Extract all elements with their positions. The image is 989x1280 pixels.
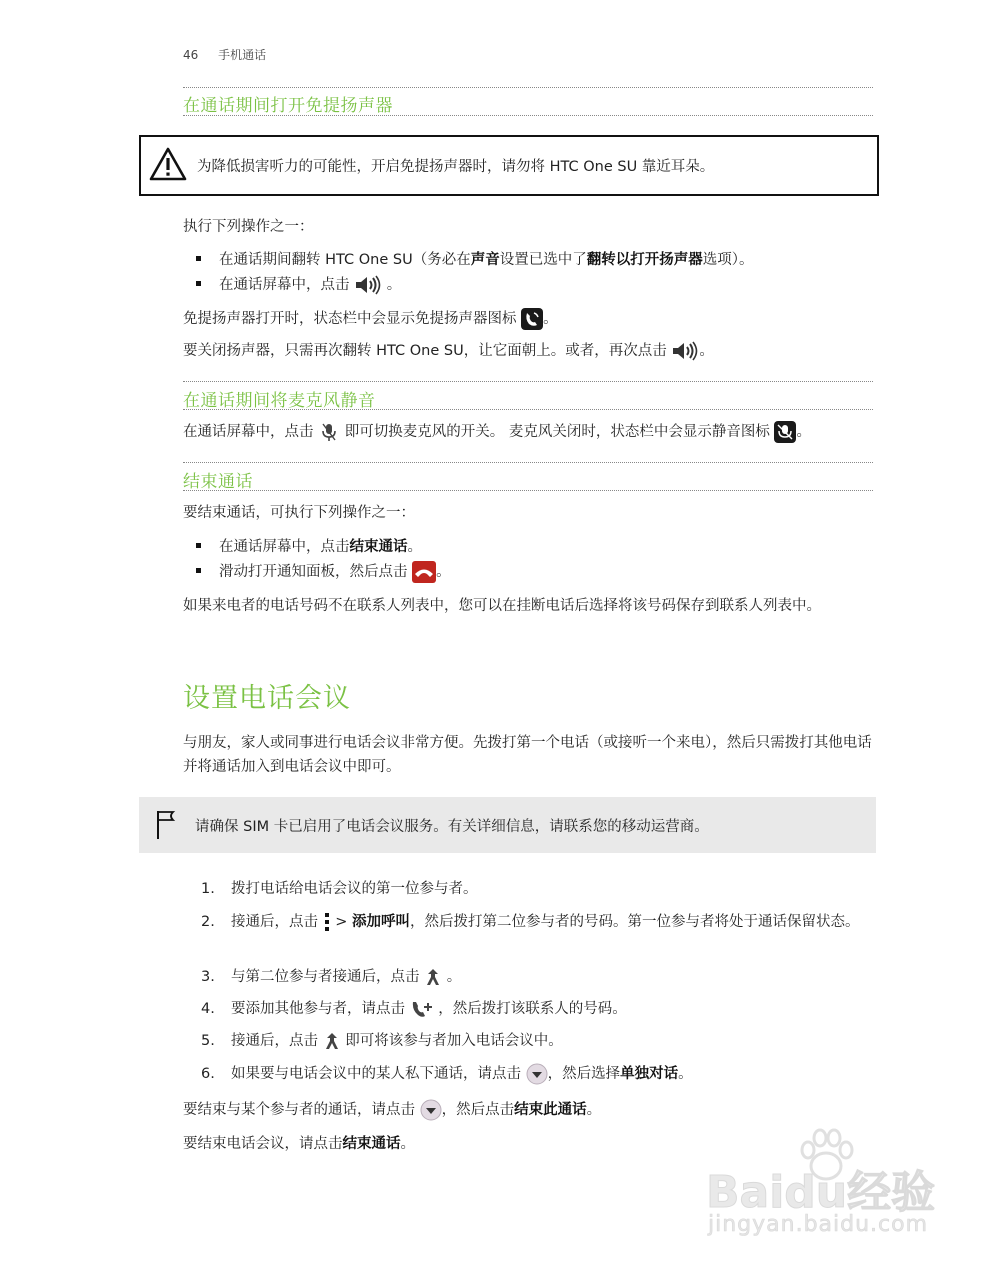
watermark-brand: Baidu经验 (706, 1167, 936, 1218)
add-call-icon (410, 999, 434, 1019)
paragraph: 要结束与某个参与者的通话，请点击 ，然后点击结束此通话。 (183, 1098, 875, 1122)
bullet-item: 在通话屏幕中，点击结束通话。 (196, 535, 422, 556)
merge-call-icon (323, 1031, 341, 1051)
divider (183, 87, 873, 88)
microphone-mute-icon (318, 422, 340, 442)
more-menu-icon (323, 912, 331, 932)
baidu-watermark (700, 1128, 940, 1248)
merge-call-icon (424, 967, 442, 987)
chapter-heading-conference: 设置电话会议 (183, 683, 351, 714)
paragraph: 要关闭扬声器，只需再次翻转 HTC One SU，让它面朝上。或者，再次点击 。 (183, 343, 714, 359)
speakerphone-status-icon (521, 308, 543, 330)
divider (183, 381, 873, 382)
divider (183, 409, 873, 410)
document-page: 46 手机通话 在通话期间打开免提扬声器 为降低损害听力的可能性，开启免提扬声器时，请勿将 HTC One SU 靠近耳朵。 执行下列操作之一： 在通话期间翻转 HTC One SU（务必在声音设置已选中了翻转以打开扬声器选项）。 在通话屏幕中，点击 。 免提扬声器打开时，状态栏中会显示免提扬声器图标 。 要关闭扬声器，只需再次翻转 HTC One SU，让它面朝上。或者，再次点击 。 在通话期间将麦克风静音 在通话屏幕中，点击 即可切换麦克风的开关。 麦克风关闭时，状态栏中会显示静音图标 。 结束通话 要结束通话，可执行下列操作之一： 在通话屏幕中，点击结束通话。 滑动打开通知面板，然后点击 。 如果来电者的电话号码不在联系人列表中，您可以在挂断电话后选择将该号码保存到联系人列表中。 设置电话会议 与朋友，家人或同事进行电话会议非常方便。先拨打第一个电话（或接听一个来电），然后只需拨打其他电话并将通话加入到电话会议中即可。 请确保 SIM 卡已启用了电话会议服务。有关详细信息，请联系您的移动运营商。 1. 拨打电话给电话会议的第一位参与者。 2. 接通后，点击 > 添加呼叫，然后拨打第二位参与者的号码。第一位参与者将处于通话保留状态。 3. 与第二位参与者接通后，点击 。 4. 要添加其他参与者，请点击 ，然后拨打该联系人的号码。 5. 接通后，点击 即可将该参与者加入电话会议中。 6. 如果要与电话会议中的某人私下通话，请点击 ，然后选择单独对话。 要结束与某个参与者的通话，请点击 ，然后点击结束此通话。 要结束电话会议，请点击结束通话。 Baidu经验 jingyan.baidu.com (0, 0, 989, 1280)
watermark-url: jingyan.baidu.com (708, 1212, 929, 1237)
bullet-dot (196, 568, 201, 573)
section-title-mute: 在通话期间将麦克风静音 (183, 391, 376, 411)
paragraph: 免提扬声器打开时，状态栏中会显示免提扬声器图标 。 (183, 307, 875, 331)
end-call-icon (412, 561, 436, 583)
paragraph: 与朋友，家人或同事进行电话会议非常方便。先拨打第一个电话（或接听一个来电），然后只需拨打其他电话并将通话加入到电话会议中即可。 (183, 735, 872, 775)
section-title-speaker: 在通话期间打开免提扬声器 (183, 96, 393, 116)
paragraph: 在通话屏幕中，点击 即可切换麦克风的开关。 麦克风关闭时，状态栏中会显示静音图标 。 (183, 420, 875, 444)
dropdown-icon (526, 1063, 548, 1085)
speaker-icon (354, 275, 382, 295)
note-box (139, 797, 876, 853)
divider (183, 462, 873, 463)
bullet-item: 滑动打开通知面板，然后点击 。 (196, 560, 451, 583)
speaker-icon (671, 341, 699, 361)
bullet-dot (196, 256, 201, 261)
divider (183, 115, 873, 116)
note-text: 请确保 SIM 卡已启用了电话会议服务。有关详细信息，请联系您的移动运营商。 (195, 819, 709, 835)
page-number: 46 (183, 48, 199, 62)
dropdown-icon (420, 1099, 442, 1121)
bullet-dot (196, 281, 201, 286)
mute-status-icon (774, 421, 796, 443)
intro-text: 要结束通话，可执行下列操作之一： (183, 505, 415, 521)
chapter-title: 手机通话 (218, 48, 267, 62)
bullet-dot (196, 543, 201, 548)
paragraph: 要结束电话会议，请点击结束通话。 (183, 1136, 415, 1152)
paragraph: 如果来电者的电话号码不在联系人列表中，您可以在挂断电话后选择将该号码保存到联系人列表中。 (183, 598, 821, 614)
page-header (183, 46, 266, 63)
section-title-end-call: 结束通话 (183, 472, 253, 492)
intro-text: 执行下列操作之一： (183, 219, 314, 235)
bullet-item: 在通话屏幕中，点击 。 (196, 273, 401, 295)
flag-icon (155, 809, 177, 841)
divider (183, 490, 873, 491)
bullet-item: 在通话期间翻转 HTC One SU（务必在声音设置已选中了翻转以打开扬声器选项）。 (196, 248, 753, 269)
warning-icon (149, 147, 187, 181)
warning-box (139, 135, 879, 196)
warning-text: 为降低损害听力的可能性，开启免提扬声器时，请勿将 HTC One SU 靠近耳朵。 (197, 159, 715, 175)
